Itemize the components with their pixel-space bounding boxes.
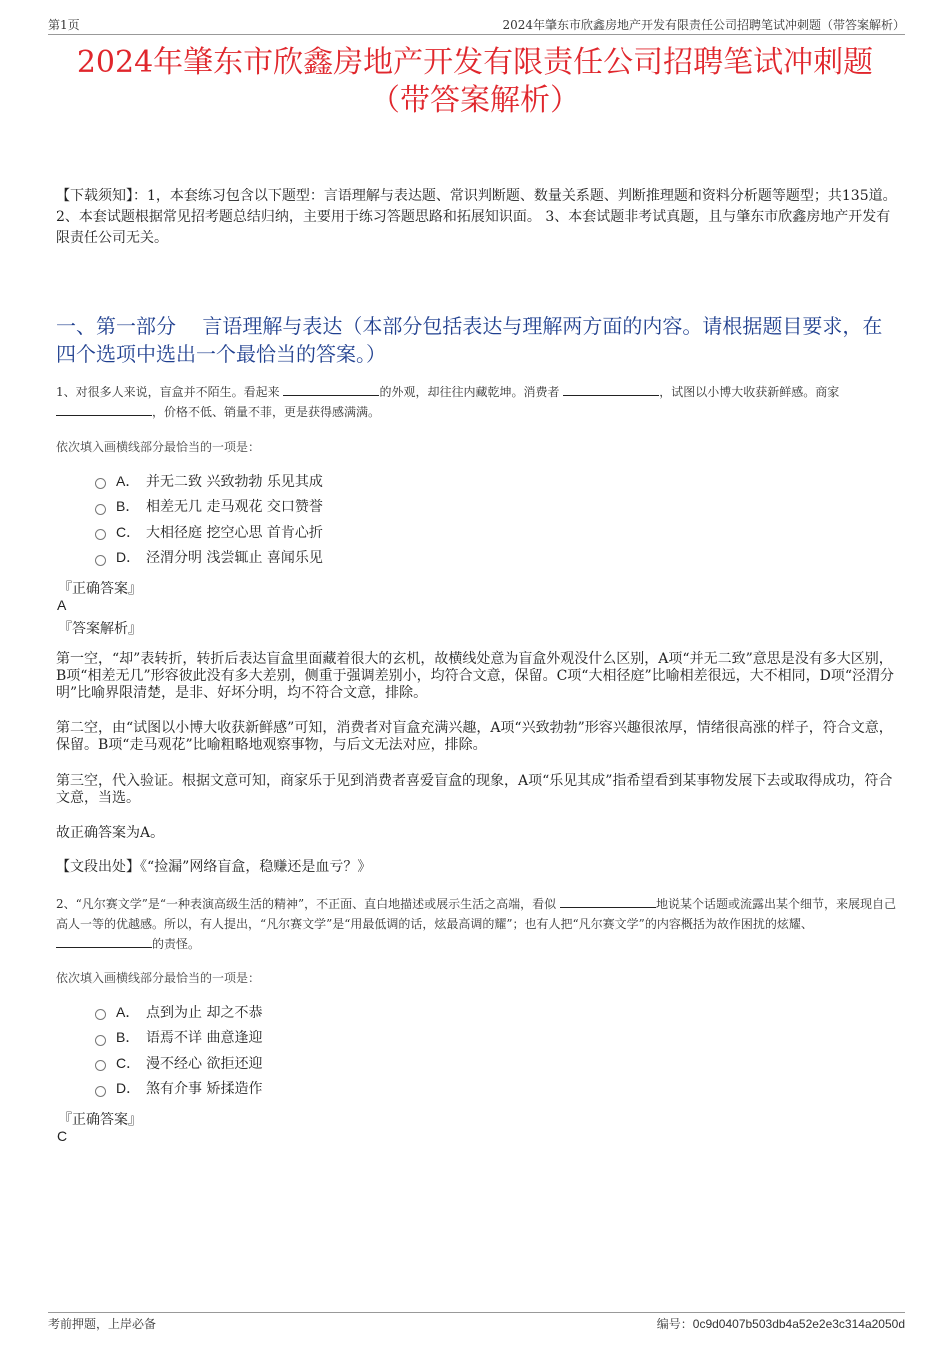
q1-answer: A	[57, 597, 67, 613]
serial-label: 编号：	[656, 1317, 693, 1331]
q1-options	[95, 468, 323, 570]
q2-text-2: 地说某个话题或流露出某个细节，来展现自己高人一等的优越感。所以，有人提出，“凡尔赛文学”是“用最低调的话，炫最高调的耀”；也有人把“凡尔赛文学”的内容概括为故作困扰的炫耀、	[56, 897, 897, 931]
footer-serial	[657, 1315, 905, 1332]
title-line-1: 2024年肇东市欣鑫房地产开发有限责任公司招聘笔试冲刺题	[76, 45, 874, 80]
q2-text-1: 2、“凡尔赛文学”是“一种表演高级生活的精神”，不正面、直白地描述或展示生活之高端，看似	[56, 897, 560, 911]
header-doc-title: 2024年肇东市欣鑫房地产开发有限责任公司招聘笔试冲刺题（带答案解析）	[502, 18, 905, 32]
q1-text-2: 的外观，却往往内藏乾坤。消费者	[379, 385, 564, 399]
q1-option-d[interactable]: D． 泾渭分明 浅尝辄止 喜闻乐见	[95, 545, 323, 571]
radio-icon[interactable]	[95, 1060, 106, 1071]
q1-text-4: ，价格不低、销量不菲，更是获得感满满。	[152, 405, 381, 419]
q2-option-a[interactable]: A． 点到为止 却之不恭	[95, 999, 262, 1025]
page-header	[48, 14, 905, 35]
q2-options	[95, 999, 262, 1101]
page-number: 第1页	[48, 18, 80, 32]
q1-text-1: 1、对很多人来说，盲盒并不陌生。看起来	[56, 385, 284, 399]
radio-icon[interactable]	[95, 478, 106, 489]
title-line-2: （带答案解析）	[370, 83, 580, 118]
q1-text-3: ，试图以小博大收获新鲜感。商家	[659, 385, 840, 399]
q1-analysis-p1: 第一空，“却”表转折，转折后表达盲盒里面藏着很大的玄机，故横线处意为盲盒外观没什么区别，A项“并无二致”意思是没有多大区别，B项“相差无几”形容彼此没有多大差别，侧重于强调差别小，均符合文意，保留。C项“大相径庭”比喻相差很远，大不相同，D项“泾渭分明”比喻界限清楚，是非、好坏分明，均不符合文意，排除。	[56, 651, 895, 701]
q1-option-c[interactable]: C． 大相径庭 挖空心思 首肯心折	[95, 519, 323, 545]
q1-analysis-p3: 第三空，代入验证。根据文意可知，商家乐于见到消费者喜爱盲盒的现象，A项“乐见其成”指希望看到某事物发展下去或取得成功，符合文意，当选。	[56, 773, 893, 806]
q2-option-c[interactable]: C． 漫不经心 欲拒还迎	[95, 1050, 262, 1076]
q2-blank-1	[560, 895, 656, 908]
q1-option-a[interactable]: A． 并无二致 兴致勃勃 乐见其成	[95, 468, 323, 494]
q1-answer-label: 『正确答案』	[58, 581, 142, 597]
q1-option-b[interactable]: B． 相差无几 走马观花 交口赞誉	[95, 494, 323, 520]
serial-code: 0c9d0407b503db4a52e2e3c314a2050d	[692, 1317, 905, 1331]
section-heading: 一、第一部分 言语理解与表达（本部分包括表达与理解两方面的内容。请根据题目要求，在四个选项中选出一个最恰当的答案。）	[56, 314, 883, 366]
radio-icon[interactable]	[95, 1086, 106, 1097]
q2-blank-2	[56, 935, 152, 948]
q1-analysis-p4: 故正确答案为A。	[56, 825, 165, 841]
q1-blank-1	[283, 383, 379, 396]
q2-text-3: 的责怪。	[152, 937, 201, 951]
page-footer	[48, 1312, 905, 1333]
document-title	[40, 44, 910, 120]
radio-icon[interactable]	[95, 529, 106, 540]
q1-source: 【文段出处】《“捡漏”网络盲盒，稳赚还是血亏？》	[56, 859, 372, 875]
q1-analysis-label: 『答案解析』	[58, 621, 142, 637]
radio-icon[interactable]	[95, 1009, 106, 1020]
q2-instruction: 依次填入画横线部分最恰当的一项是：	[56, 971, 261, 985]
q1-instruction: 依次填入画横线部分最恰当的一项是：	[56, 440, 261, 454]
question-2-stem	[56, 894, 898, 954]
radio-icon[interactable]	[95, 1035, 106, 1046]
radio-icon[interactable]	[95, 555, 106, 566]
radio-icon[interactable]	[95, 504, 106, 515]
q2-answer-label: 『正确答案』	[58, 1112, 142, 1128]
q1-blank-2	[563, 383, 659, 396]
q2-answer: C	[57, 1128, 68, 1144]
q2-option-b[interactable]: B． 语焉不详 曲意逢迎	[95, 1025, 262, 1051]
q1-analysis-p2: 第二空，由“试图以小博大收获新鲜感”可知，消费者对盲盒充满兴趣，A项“兴致勃勃”形容兴趣很浓厚，情绪很高涨的样子，符合文意，保留。B项“走马观花”比喻粗略地观察事物，与后文无法对应，排除。	[56, 720, 893, 753]
question-1-stem	[56, 382, 898, 422]
q2-option-d[interactable]: D． 煞有介事 矫揉造作	[95, 1076, 262, 1102]
footer-slogan: 考前押题，上岸必备	[48, 1317, 157, 1331]
q1-blank-3	[56, 403, 152, 416]
download-notice: 【下载须知】：1，本套练习包含以下题型：言语理解与表达题、常识判断题、数量关系题、判断推理题和资料分析题等题型；共135道。 2、本套试题根据常见招考题总结归纳，主要用于练习答题思路和拓展知识面。 3、本套试题非考试真题，且与肇东市欣鑫房地产开发有限责任公司无关。	[56, 188, 897, 246]
